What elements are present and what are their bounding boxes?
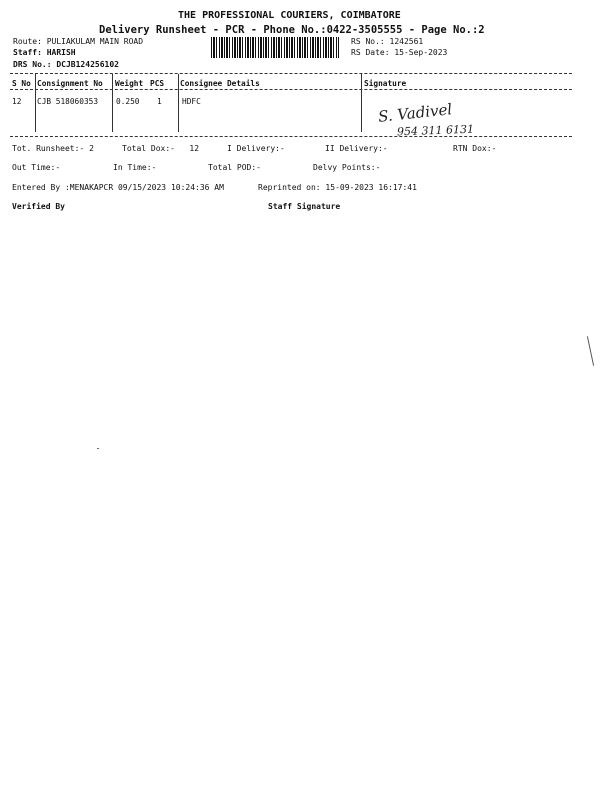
row-consignment: CJB 518060353 (37, 97, 99, 106)
total-dox: Total Dox:- 12 (122, 144, 200, 153)
reprinted-on: Reprinted on: 15-09-2023 16:17:41 (258, 183, 417, 192)
scan-mark (587, 336, 594, 366)
col-header-sno: S No (12, 79, 31, 88)
row-sno: 12 (12, 97, 22, 106)
col-header-consignment: Consignment No (37, 79, 103, 88)
col-header-signature: Signature (364, 79, 407, 88)
staff-signature: Staff Signature (268, 202, 341, 211)
delvy-points: Delvy Points:- (313, 163, 381, 172)
handwritten-signature (377, 100, 453, 126)
rs-number: RS No.: 1242561 (351, 37, 424, 46)
i-delivery: I Delivery:- (227, 144, 285, 153)
scan-speck (97, 448, 99, 449)
table-bottom-rule (10, 136, 572, 137)
barcode (211, 37, 339, 58)
row-consignee: HDFC (182, 97, 201, 106)
row-weight: 0.250 (116, 97, 140, 106)
company-title: THE PROFESSIONAL COURIERS, COIMBATORE (178, 10, 401, 21)
signature-name: S. Vadivel (377, 100, 453, 126)
col-divider (112, 74, 113, 132)
in-time: In Time:- (113, 163, 157, 172)
runsheet-subtitle: Delivery Runsheet - PCR - Phone No.:0422-3505555 - Page No.:2 (99, 24, 485, 36)
out-time: Out Time:- (12, 163, 61, 172)
col-divider (35, 74, 36, 132)
verified-by: Verified By (12, 202, 65, 211)
tot-runsheet: Tot. Runsheet:- 2 (12, 144, 94, 153)
route-label: Route: PULIAKULAM MAIN ROAD (13, 37, 144, 46)
col-header-pcs: PCS (150, 79, 165, 88)
table-top-rule (10, 73, 572, 74)
ii-delivery: II Delivery:- (325, 144, 388, 153)
total-pod: Total POD:- (208, 163, 261, 172)
rs-date: RS Date: 15-Sep-2023 (351, 48, 448, 57)
entered-by: Entered By :MENAKAPCR 09/15/2023 10:24:36 AM (12, 183, 224, 192)
row-pcs: 1 (157, 97, 162, 106)
table-header-rule (10, 89, 572, 90)
col-divider (361, 74, 362, 132)
signature-phone: 954 311 6131 (396, 122, 475, 139)
drs-number: DRS No.: DCJB124256102 (13, 60, 119, 69)
col-divider (178, 74, 179, 132)
rtn-dox: RTN Dox:- (453, 144, 497, 153)
staff-label: Staff: HARISH (13, 48, 76, 57)
col-header-consignee: Consignee Details (180, 79, 260, 88)
col-header-weight: Weight (115, 79, 144, 88)
